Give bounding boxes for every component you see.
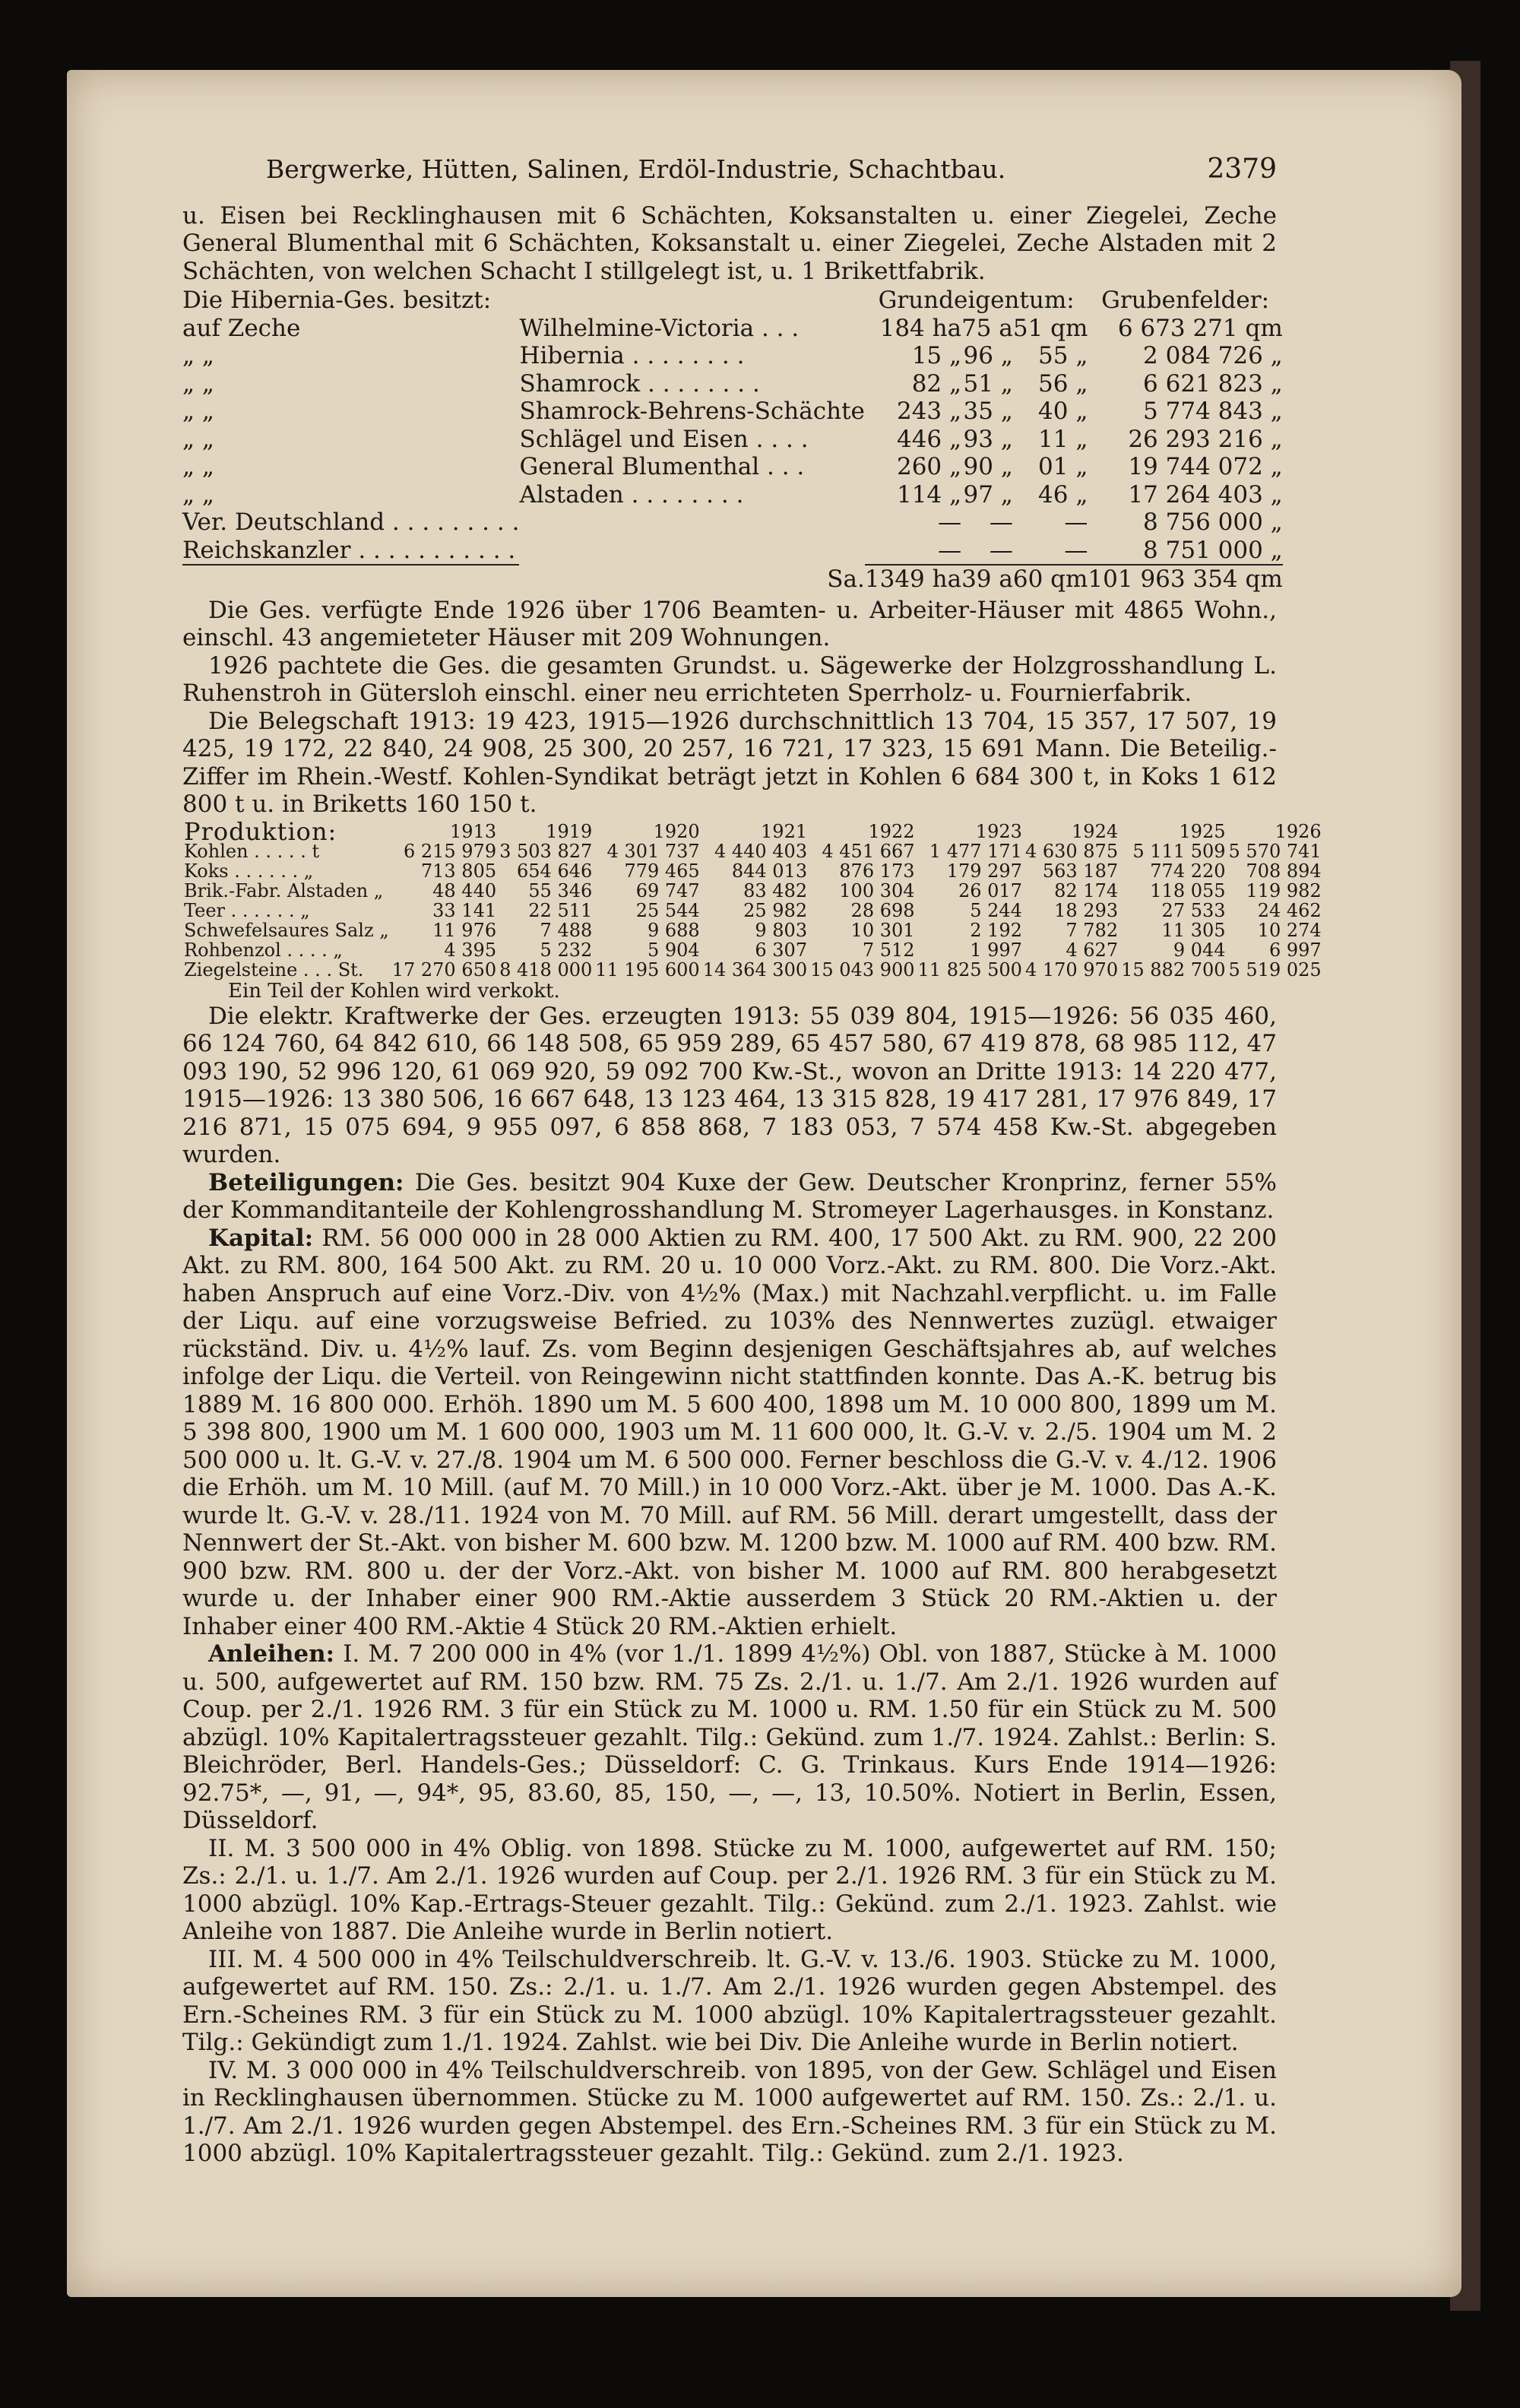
production-label: Brik.-Fabr. Alstaden „ — [184, 879, 384, 901]
production-value: 1 477 171 — [929, 840, 1022, 862]
property-prefix: „ „ — [182, 369, 214, 398]
property-field: 26 293 216 „ — [1128, 425, 1283, 453]
property-qm: 56 „ — [1038, 369, 1088, 398]
property-prefix: „ „ — [182, 398, 214, 425]
property-a: 90 „ — [963, 453, 1013, 480]
production-value: 22 511 — [528, 899, 593, 921]
property-ha: 82 „ — [911, 369, 962, 398]
production-value: 33 141 — [432, 899, 497, 921]
page-text — [182, 154, 1322, 2168]
production-value: 9 803 — [755, 919, 808, 941]
property-prefix: Ver. Deutschland . . . . . . . . . — [182, 509, 520, 536]
property-field: 19 744 072 „ — [1128, 453, 1283, 480]
field-header: Grubenfelder: — [1101, 287, 1270, 314]
intro-paragraph: u. Eisen bei Recklinghausen mit 6 Schächten, Koksanstalten u. einer Ziegelei, Zeche General Blumenthal mit 6 Schächten, Koksanstalt u. einer Ziegelei, Zeche Alstaden mit 2 Schächten, von welchen Schacht I stillgelegt ist, u. 1 Brikettfabrik. — [182, 201, 1277, 285]
production-value: 48 440 — [432, 879, 497, 901]
production-value: 11 305 — [1161, 919, 1226, 941]
production-year: 1923 — [975, 820, 1022, 842]
production-row — [182, 940, 1323, 960]
production-value: 7 488 — [540, 919, 593, 941]
production-value: 4 627 — [1066, 939, 1119, 961]
property-field: 6 673 271 qm — [1117, 314, 1283, 342]
sum-ha: 1349 ha — [864, 566, 962, 593]
production-value: 1 997 — [970, 939, 1022, 961]
property-a: 51 „ — [963, 369, 1013, 398]
property-table — [182, 287, 1283, 594]
property-name: General Blumenthal . . . — [519, 453, 805, 480]
property-a: — — [989, 509, 1013, 536]
production-value: 28 698 — [850, 899, 915, 921]
production-value: 10 301 — [850, 919, 915, 941]
property-name: Wilhelmine-Victoria . . . — [519, 314, 800, 342]
production-value: 55 346 — [528, 879, 593, 901]
production-value: 844 013 — [731, 860, 808, 882]
property-qm: 51 qm — [1012, 314, 1088, 342]
production-value: 11 195 600 — [595, 958, 700, 981]
property-prefix: Reichskanzler . . . . . . . . . . . — [182, 536, 516, 564]
property-qm: 11 „ — [1038, 425, 1088, 453]
sum-label: Sa. — [827, 565, 865, 593]
production-value: 708 894 — [1246, 860, 1322, 882]
production-value: 7 512 — [862, 939, 915, 961]
property-field: 8 756 000 „ — [1143, 509, 1283, 536]
production-value: 774 220 — [1150, 860, 1226, 882]
production-year: 1919 — [546, 820, 593, 842]
production-value: 179 297 — [946, 860, 1022, 882]
property-row — [182, 342, 1283, 370]
property-name: Alstaden . . . . . . . . — [519, 480, 744, 509]
production-value: 876 173 — [839, 860, 915, 882]
production-value: 5 570 741 — [1228, 840, 1322, 862]
property-a: 93 „ — [963, 425, 1013, 453]
property-name — [519, 537, 864, 566]
production-value: 6 307 — [755, 939, 808, 961]
paragraph-anleihen-1 — [182, 1640, 1277, 1835]
production-value: 17 270 650 — [391, 958, 497, 981]
property-ha: 446 „ — [896, 425, 962, 453]
production-value: 713 805 — [420, 860, 497, 882]
property-ha: — — [938, 536, 962, 564]
property-ha: 260 „ — [896, 453, 962, 480]
property-qm: — — [1064, 509, 1088, 536]
property-a: 97 „ — [963, 480, 1013, 509]
production-row — [182, 960, 1323, 980]
production-table — [182, 816, 1323, 981]
production-value: 69 747 — [635, 879, 700, 901]
property-qm: — — [1064, 536, 1088, 564]
beteiligungen-text: Die Ges. besitzt 904 Kuxe der Gew. Deutscher Kronprinz, ferner 55% der Kommanditanteile der Kohlengrosshandlung M. Stromeyer Lagerhausges. in Konstanz. — [182, 1168, 1278, 1224]
property-row — [182, 481, 1283, 509]
anleihe-I: I. M. 7 200 000 in 4% (vor 1./1. 1899 4½%) Obl. von 1887, Stücke à M. 1000 u. 500, aufgewertet auf RM. 150 bzw. RM. 75 Zs. 2./1. u. 1./7. Am 2./1. 1926 wurden auf Coup. per 2./1. 1926 RM. 3 für ein Stück zu M. 1000 u. RM. 1.50 für ein Stück zu M. 500 abzügl. 10% Kapitalertragssteuer gezahlt. Tilg.: Gekünd. zum 1./7. 1924. Zahlst.: Berlin: S. Bleichröder, Berl. Handels-Ges.; Düsseldorf: C. G. Trinkaus. Kurs Ende 1914—1926: 92.75*, —, 91, —, 94*, 95, 83.60, 85, 150, —, —, 13, 10.50%. Notiert in Berlin, Essen, Düsseldorf. — [182, 1640, 1277, 1834]
property-name: Schlägel und Eisen . . . . — [519, 425, 809, 453]
production-value: 11 976 — [432, 919, 497, 941]
production-value: 118 055 — [1150, 879, 1226, 901]
paragraph-kapital — [182, 1225, 1277, 1641]
kapital-text: RM. 56 000 000 in 28 000 Aktien zu RM. 400, 17 500 Akt. zu RM. 900, 22 200 Akt. zu RM. 800, 164 500 Akt. zu RM. 20 u. 10 000 Vorz.-Akt. zu RM. 800. Die Vorz.-Akt. haben Anspruch auf eine Vorz.-Div. von 4½% (Max.) mit Nachzahl.verpflicht. u. im Falle der Liqu. auf eine vorzugsweise Befried. zu 103% des Nennwertes zuzügl. etwaiger rückständ. Div. u. 4½% lauf. Zs. vom Beginn desjenigen Geschäftsjahres ab, auf welches infolge der Liqu. die Verteil. von Reingewinn nicht stattfinden konnte. Das A.-K. betrug bis 1889 M. 16 800 000. Erhöh. 1890 um M. 5 600 400, 1898 um M. 10 000 800, 1899 um M. 5 398 800, 1900 um M. 1 600 000, 1903 um M. 11 600 000, lt. G.-V. v. 2./5. 1904 um M. 2 500 000 u. lt. G.-V. v. 27./8. 1904 um M. 6 500 000. Ferner beschloss die G.-V. v. 4./12. 1906 die Erhöh. um M. 10 Mill. (auf M. 70 Mill.) in 10 000 Vorz.-Akt. über je M. 1000. Das A.-K. wurde lt. G.-V. v. 28./11. 1924 von M. 70 Mill. auf RM. 56 Mill. derart umgestellt, dass der Nennwert der St.-Akt. von bisher M. 600 bzw. M. 1200 bzw. M. 1000 auf RM. 400 bzw. RM. 900 bzw. RM. 800 u. der der Vorz.-Akt. von bisher M. 1000 auf RM. 800 herabgesetzt wurde u. der Inhaber einer 900 RM.-Aktie ausserdem 3 Stück 20 RM.-Aktien u. der Inhaber einer 400 RM.-Aktie 4 Stück 20 RM.-Aktien erhielt. — [182, 1224, 1277, 1640]
production-value: 5 232 — [540, 939, 593, 961]
anleihe-IV: IV. M. 3 000 000 in 4% Teilschuldverschreib. von 1895, von der Gew. Schlägel und Eisen in Recklinghausen übernommen. Stücke zu M. 1000 aufgewertet auf RM. 150. Zs.: 2./1. u. 1./7. Am 2./1. 1926 wurden gegen Abstempel. des Ern.-Scheines RM. 3 für ein Stück zu M. 1000 abzügl. 10% Kapitalertragssteuer gezahlt. Tilg.: Gekünd. zum 2./1. 1923. — [182, 2056, 1277, 2167]
production-row — [182, 841, 1323, 861]
production-value: 7 782 — [1066, 919, 1119, 941]
production-value: 5 904 — [647, 939, 700, 961]
production-value: 4 451 667 — [822, 840, 915, 862]
property-field: 5 774 843 „ — [1143, 398, 1283, 425]
production-value: 11 825 500 — [917, 958, 1022, 981]
land-header: Grundeigentum: — [878, 287, 1075, 314]
production-row — [182, 901, 1323, 920]
production-value: 6 997 — [1268, 939, 1322, 961]
anleihen-label: Anleihen: — [208, 1640, 335, 1668]
production-year: 1921 — [761, 820, 808, 842]
production-value: 4 395 — [444, 939, 497, 961]
property-field: 17 264 403 „ — [1128, 480, 1283, 509]
property-field: 2 084 726 „ — [1143, 342, 1283, 369]
paragraph-houses: Die Ges. verfügte Ende 1926 über 1706 Beamten- u. Arbeiter-Häuser mit 4865 Wohn., einschl. 43 angemieteter Häuser mit 209 Wohnungen. — [182, 596, 1277, 651]
sum-a: 39 a — [961, 566, 1013, 593]
production-value: 25 982 — [743, 899, 808, 921]
property-row — [182, 453, 1283, 481]
production-value: 27 533 — [1161, 899, 1226, 921]
running-header — [182, 156, 1277, 184]
paragraph-workforce: Die Belegschaft 1913: 19 423, 1915—1926 durchschnittlich 13 704, 15 357, 17 507, 19 425, 19 172, 22 840, 24 908, 25 300, 20 257, 16 721, 17 323, 15 691 Mann. Die Beteilig.-Ziffer im Rhein.-Westf. Kohlen-Syndikat beträgt jetzt in Kohlen 6 684 300 t, in Koks 1 612 800 t u. in Briketts 160 150 t. — [182, 707, 1277, 818]
production-value: 2 192 — [970, 919, 1022, 941]
production-value: 18 293 — [1054, 899, 1119, 921]
production-year: 1924 — [1072, 820, 1119, 842]
production-value: 4 630 875 — [1024, 840, 1119, 862]
production-year: 1913 — [450, 820, 497, 842]
property-qm: 55 „ — [1038, 342, 1088, 369]
production-value: 563 187 — [1042, 860, 1119, 882]
property-row — [182, 537, 1283, 566]
paragraph-beteiligungen — [182, 1169, 1277, 1225]
production-value: 5 519 025 — [1228, 958, 1322, 981]
production-year: 1920 — [653, 820, 700, 842]
anleihe-II: II. M. 3 500 000 in 4% Oblig. von 1898. Stücke zu M. 1000, aufgewertet auf RM. 150; Zs.: 2./1. u. 1./7. Am 2./1. 1926 wurden auf Coup. per 2./1. 1926 RM. 3 für ein Stück zu M. 1000 abzügl. 10% Kap.-Ertrags-Steuer gezahlt. Tilg.: Gekünd. zum 2./1. 1923. Zahlst. wie Anleihe von 1887. Die Anleihe wurde in Berlin notiert. — [182, 1834, 1277, 1945]
property-caption: Die Hibernia-Ges. besitzt: — [182, 287, 492, 314]
property-field: 6 621 823 „ — [1143, 369, 1283, 398]
production-value: 82 174 — [1054, 879, 1119, 901]
production-value: 25 544 — [635, 899, 700, 921]
production-value: 83 482 — [743, 879, 808, 901]
production-value: 119 982 — [1246, 879, 1322, 901]
property-row — [182, 426, 1283, 454]
sum-qm: 60 qm — [1012, 566, 1088, 593]
production-year: 1926 — [1275, 820, 1322, 842]
property-prefix: auf Zeche — [182, 314, 301, 342]
production-caption: Produktion: — [184, 816, 337, 846]
paragraph-power: Die elektr. Kraftwerke der Ges. erzeugten 1913: 55 039 804, 1915—1926: 56 035 460, 66 124 760, 64 842 610, 66 148 508, 65 959 289, 65 457 580, 67 419 878, 68 985 112, 47 093 190, 52 996 120, 61 069 920, 59 092 700 Kw.-St., wovon an Dritte 1913: 14 220 477, 1915—1926: 13 380 506, 16 667 648, 13 123 464, 13 315 828, 19 417 281, 17 976 849, 17 216 871, 15 075 694, 9 955 097, 6 858 868, 7 183 053, 7 574 458 Kw.-St. abgegeben wurden. — [182, 1002, 1277, 1168]
property-name: Shamrock . . . . . . . . — [519, 369, 760, 398]
property-field: 8 751 000 „ — [1143, 536, 1283, 564]
production-note: Ein Teil der Kohlen wird verkokt. — [228, 979, 560, 1003]
property-row — [182, 315, 1283, 343]
production-value: 4 301 737 — [606, 840, 700, 862]
production-value: 15 882 700 — [1121, 958, 1226, 981]
property-ha: 114 „ — [896, 480, 962, 509]
production-label: Rohbenzol . . . . „ — [184, 939, 343, 961]
paragraphs-1 — [182, 597, 1277, 819]
production-row — [182, 881, 1323, 901]
production-value: 9 688 — [647, 919, 700, 941]
production-value: 654 646 — [517, 860, 593, 882]
property-prefix: „ „ — [182, 425, 214, 453]
property-row — [182, 398, 1283, 426]
production-value: 26 017 — [958, 879, 1022, 901]
beteiligungen-label: Beteiligungen: — [208, 1168, 404, 1196]
production-year: 1925 — [1179, 820, 1226, 842]
paragraph-lease: 1926 pachtete die Ges. die gesamten Grundst. u. Sägewerke der Holzgrosshandlung L. Ruhenstroh in Gütersloh einschl. einer neu errichteten Sperrholz- u. Fournierfabrik. — [182, 651, 1277, 707]
property-ha: 15 „ — [911, 342, 962, 369]
anleihe-III: III. M. 4 500 000 in 4% Teilschuldverschreib. lt. G.-V. v. 13./6. 1903. Stücke zu M. 1000, aufgewertet auf RM. 150. Zs.: 2./1. u. 1./7. Am 2./1. 1926 wurden gegen Abstempel. des Ern.-Scheines RM. 3 für ein Stück zu M. 1000 abzügl. 10% Kapitalertragssteuer gezahlt. Tilg.: Gekündigt zum 1./1. 1924. Zahlst. wie bei Div. Die Anleihe wurde in Berlin notiert. — [182, 1945, 1277, 2056]
property-a: 35 „ — [963, 398, 1013, 425]
property-row — [182, 370, 1283, 398]
production-value: 3 503 827 — [499, 840, 593, 862]
property-row — [182, 509, 1283, 537]
production-row — [182, 920, 1323, 940]
header-title: Bergwerke, Hütten, Salinen, Erdöl-Industrie, Schachtbau. — [266, 154, 1006, 184]
production-label: Kohlen . . . . . t — [184, 840, 320, 862]
property-prefix: „ „ — [182, 480, 214, 509]
kapital-label: Kapital: — [208, 1224, 314, 1252]
production-value: 5 111 509 — [1132, 840, 1226, 862]
production-value: 4 170 970 — [1024, 958, 1119, 981]
property-qm: 46 „ — [1038, 480, 1088, 509]
production-label: Teer . . . . . . „ — [184, 899, 310, 921]
production-value: 100 304 — [839, 879, 915, 901]
production-value: 15 043 900 — [810, 958, 915, 981]
production-value: 9 044 — [1173, 939, 1226, 961]
production-value: 14 364 300 — [702, 958, 808, 981]
property-name — [519, 509, 864, 537]
property-qm: 40 „ — [1038, 398, 1088, 425]
property-ha: 184 ha — [879, 314, 962, 342]
property-name: Hibernia . . . . . . . . — [519, 342, 745, 369]
property-a: 96 „ — [963, 342, 1013, 369]
production-value: 5 244 — [970, 899, 1022, 921]
property-qm: 01 „ — [1038, 453, 1088, 480]
production-value: 8 418 000 — [499, 958, 593, 981]
property-ha: — — [938, 509, 962, 536]
property-ha: 243 „ — [896, 398, 962, 425]
production-value: 24 462 — [1257, 899, 1322, 921]
production-value: 779 465 — [624, 860, 700, 882]
property-a: 75 a — [961, 314, 1013, 342]
production-label: Koks . . . . . . „ — [184, 860, 314, 882]
production-year: 1922 — [868, 820, 915, 842]
sum-field: 101 963 354 qm — [1088, 566, 1283, 593]
property-prefix: „ „ — [182, 342, 214, 369]
property-name: Shamrock-Behrens-Schächte — [519, 398, 865, 425]
production-row — [182, 861, 1323, 881]
production-value: 6 215 979 — [403, 840, 497, 862]
production-label: Ziegelsteine . . . St. — [184, 958, 364, 981]
production-value: 4 440 403 — [714, 840, 808, 862]
page-number: 2379 — [1207, 154, 1277, 185]
production-label: Schwefelsaures Salz „ — [184, 919, 389, 941]
property-prefix: „ „ — [182, 453, 214, 480]
production-value: 10 274 — [1257, 919, 1322, 941]
property-a: — — [989, 536, 1013, 564]
